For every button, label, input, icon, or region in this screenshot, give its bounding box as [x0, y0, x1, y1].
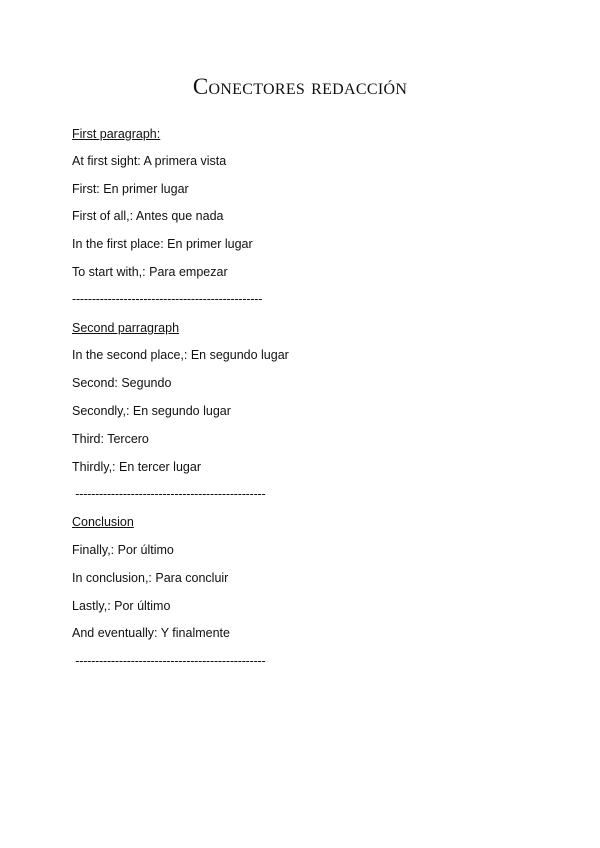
list-item: Second: Segundo: [72, 376, 172, 390]
list-item: Secondly,: En segundo lugar: [72, 404, 231, 418]
list-item: Thirdly,: En tercer lugar: [72, 460, 201, 474]
list-item: In conclusion,: Para concluir: [72, 571, 229, 585]
list-item: Finally,: Por último: [72, 543, 174, 557]
list-item: Third: Tercero: [72, 432, 149, 446]
list-item: To start with,: Para empezar: [72, 265, 228, 279]
list-item: First: En primer lugar: [72, 182, 189, 196]
section-heading-first-paragraph: First paragraph:: [72, 127, 161, 141]
page-title: Conectores redacción: [192, 74, 408, 99]
section-separator: ------------------------------------------------: [72, 654, 266, 668]
section-heading-conclusion: Conclusion: [72, 515, 134, 529]
list-item: And eventually: Y finalmente: [72, 626, 230, 640]
section-separator: ------------------------------------------------: [72, 487, 266, 501]
section-separator: ------------------------------------------------: [72, 292, 263, 306]
list-item: At first sight: A primera vista: [72, 154, 227, 168]
list-item: Lastly,: Por último: [72, 599, 171, 613]
list-item: In the second place,: En segundo lugar: [72, 348, 289, 362]
list-item: In the first place: En primer lugar: [72, 237, 253, 251]
list-item: First of all,: Antes que nada: [72, 209, 224, 223]
section-heading-second-paragraph: Second parragraph: [72, 321, 180, 335]
